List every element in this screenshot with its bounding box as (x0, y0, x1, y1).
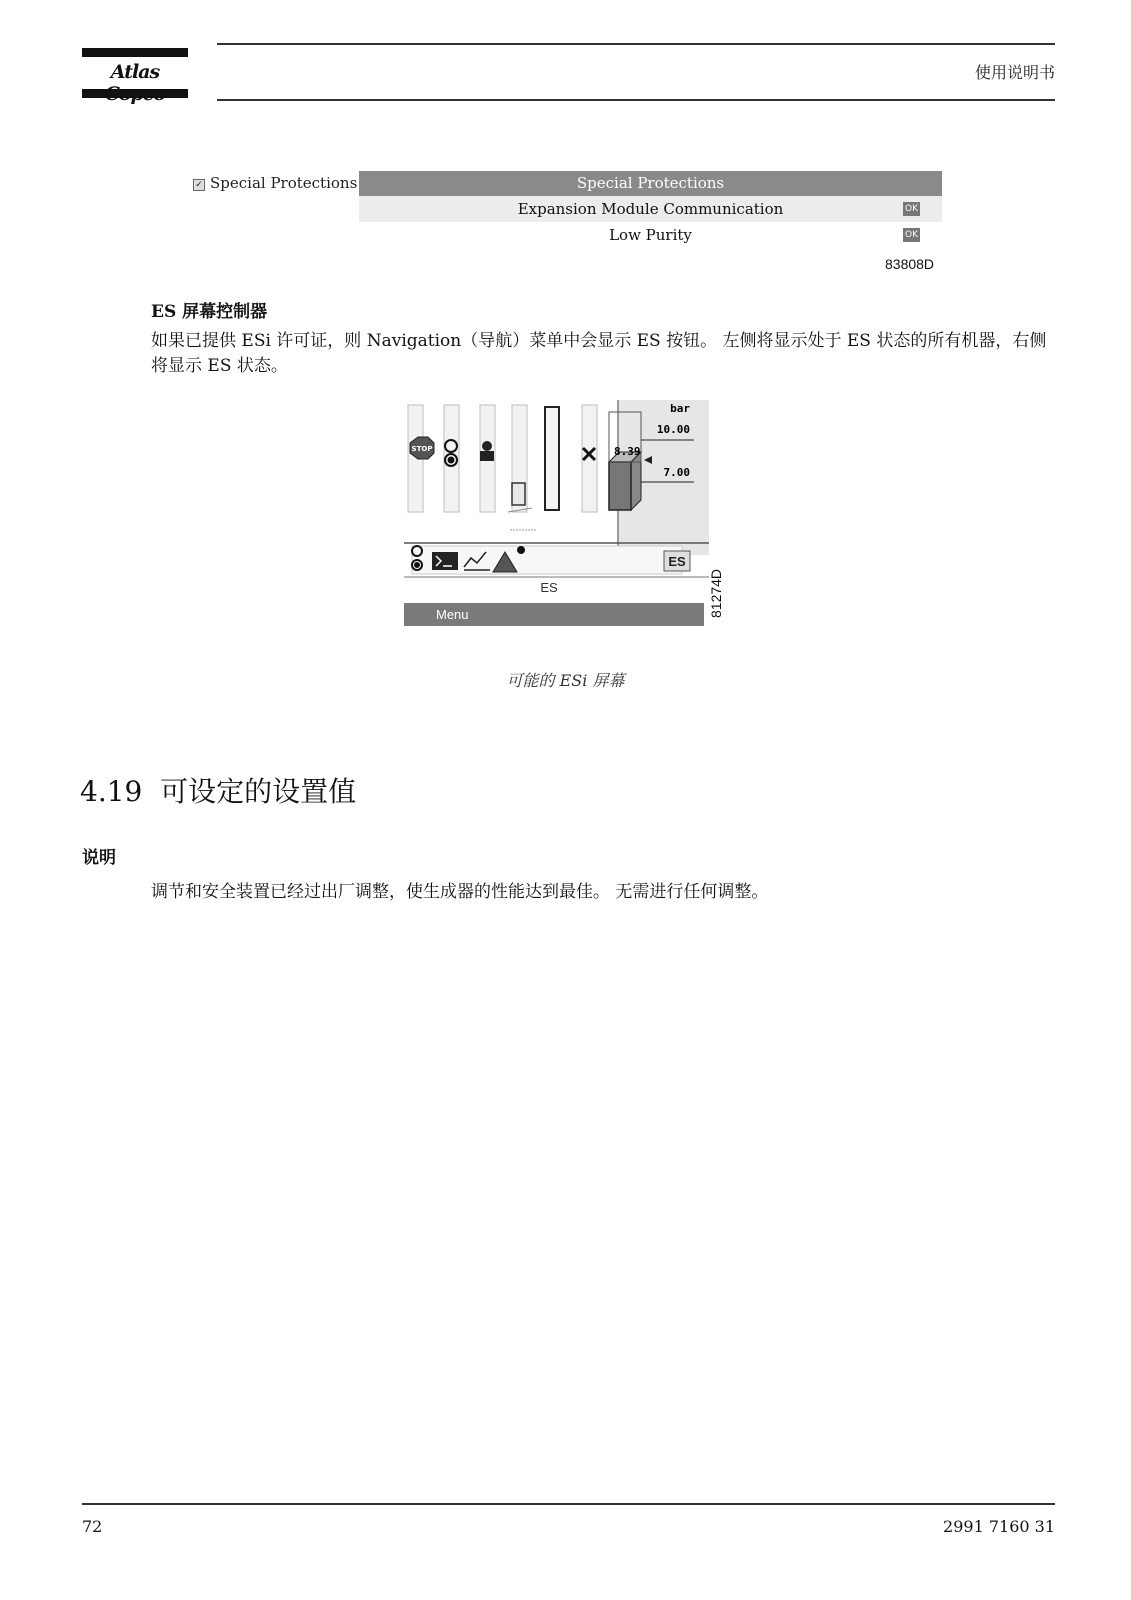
es-heading: ES 屏幕控制器 (151, 302, 268, 322)
ok-status-badge: OK (905, 204, 918, 214)
logo-text: Atlas (110, 61, 160, 83)
menu-label: Menu (436, 607, 469, 622)
page-number: 72 (82, 1517, 103, 1536)
es-paragraph: 如果已提供 ESi 许可证，则 Navigation（导航）菜单中会显示 ES 按钮。 左侧将显示处于 ES 状态的所有机器，右侧将显示 ES 状态。 (151, 331, 1047, 376)
es-icon (664, 551, 690, 571)
table-header: Special Protections (359, 171, 942, 196)
console-icon (432, 552, 458, 570)
header-bottom-rule (217, 99, 1055, 101)
footer-rule (82, 1503, 1055, 1505)
row-label: Low Purity (609, 226, 692, 244)
checkbox-checked-icon: ✓ (193, 179, 205, 191)
logo-top-bar (82, 48, 188, 57)
figure-code: 81274D (708, 568, 724, 618)
upper-pressure-value: 10.00 (656, 423, 690, 436)
table-row (359, 196, 942, 222)
stop-icon (410, 437, 434, 459)
document-number: 2991 7160 31 (943, 1517, 1055, 1536)
header-top-rule (217, 43, 1055, 45)
description-heading: 说明 (82, 848, 116, 868)
row-label: Expansion Module Communication (517, 200, 784, 218)
checkbox-label: Special Protections (210, 174, 358, 192)
atlas-copco-logo (82, 48, 188, 100)
lower-pressure-value: 7.00 (663, 466, 690, 479)
current-pressure-value: 8.39 (614, 445, 641, 458)
logo-bottom-bar (82, 89, 188, 98)
es-screen-svg (404, 400, 709, 635)
es-screen-figure (404, 400, 709, 635)
figure-caption: 可能的 ESi 屏幕 (506, 671, 625, 690)
small-level-bar (512, 483, 525, 505)
ok-status-badge: OK (905, 230, 918, 240)
figure-code: 83808D (885, 256, 935, 272)
unit-label: bar (670, 402, 690, 415)
special-protections-table (359, 171, 942, 248)
full-level-bar (545, 407, 559, 510)
table-row (359, 222, 942, 248)
header-title: 使用说明书 (974, 63, 1055, 82)
screen-label: ES (540, 580, 558, 595)
es-button-label: ES (668, 554, 686, 569)
stop-icon-label: STOP (411, 445, 433, 453)
special-protections-checkbox[interactable] (193, 174, 357, 192)
description-paragraph: 调节和安全装置已经过出厂调整，使生成器的性能达到最佳。 无需进行任何调整。 (151, 882, 769, 902)
section-title: 4.19 可设定的设置值 (80, 775, 357, 808)
